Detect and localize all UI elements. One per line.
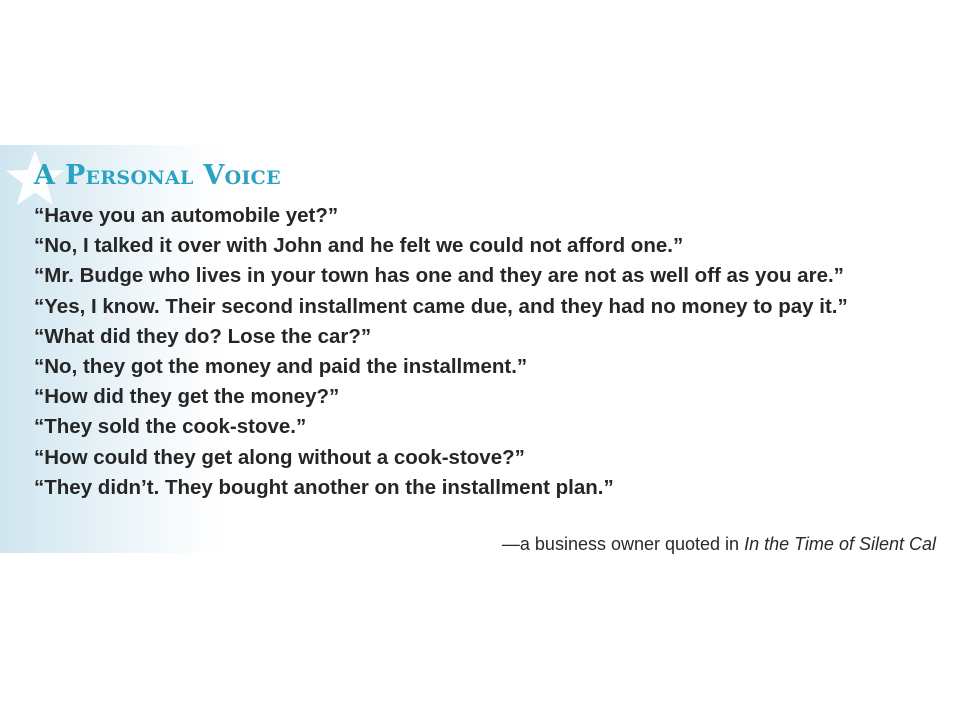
dialogue-line: “Have you an automobile yet?” <box>34 204 339 227</box>
dialogue-line: “How did they get the money?” <box>34 385 340 409</box>
dialogue-line: “What did they do? Lose the car?” <box>34 324 372 348</box>
attribution-source: In the Time of Silent Cal <box>744 534 936 554</box>
dialogue-list <box>34 201 848 503</box>
dialogue-line: “They sold the cook-stove.” <box>34 415 307 439</box>
attribution <box>502 535 936 553</box>
dialogue-line: “How could they get along without a cook-stove?” <box>34 445 525 469</box>
attribution-prefix: —a business owner quoted in <box>501 534 745 554</box>
dialogue-line: “No, they got the money and paid the installment.” <box>34 355 528 379</box>
dialogue-line: “No, I talked it over with John and he felt we could not afford one.” <box>34 234 684 258</box>
dialogue-line: “Mr. Budge who lives in your town has one and they are not as well off as you are.” <box>34 264 844 288</box>
dialogue-line: “Yes, I know. Their second installment came due, and they had no money to pay it.” <box>34 294 848 318</box>
dialogue-line: “They didn’t. They bought another on the installment plan.” <box>34 475 614 499</box>
feature-heading: A Personal Voice <box>34 160 281 191</box>
